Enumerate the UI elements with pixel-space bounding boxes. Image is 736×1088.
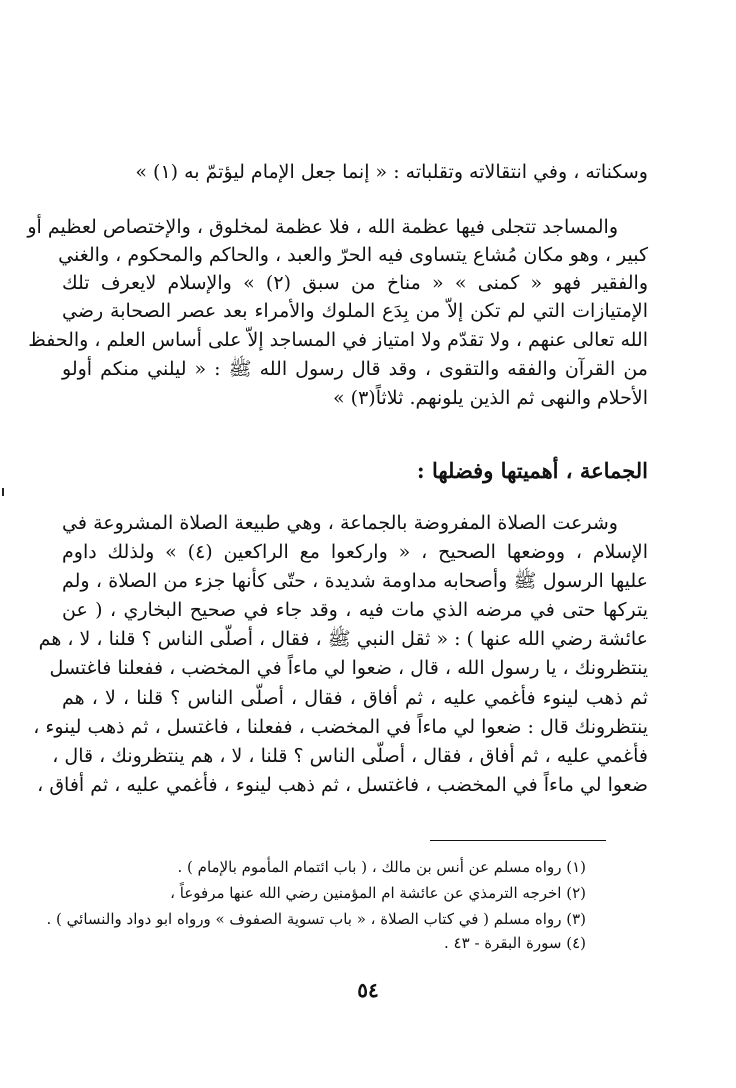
body-line: ينتظرونك قال : ضعوا لي ماءاً في المخضب ، ففعلنا ، فاغتسل ، ثم ذهب لينوء ، — [33, 716, 648, 738]
body-line: والفقير فهو « كمنى » « مناخ من سبق (٢) » والإسلام لايعرف تلك — [62, 272, 648, 294]
footnote: (١) رواه مسلم عن أنس بن مالك ، ( باب ائتمام المأموم بالإمام ) . — [177, 858, 586, 876]
body-line: ضعوا لي ماءاً في المخضب ، فاغتسل ، ثم ذهب لينوء ، فأغمي عليه ، ثم أفاق ، — [37, 774, 648, 796]
scan-mark — [2, 488, 4, 496]
body-line: الأحلام والنهى ثم الذين يلونهم. ثلاثاً(٣) » — [333, 387, 648, 409]
footnote: (٢) اخرجه الترمذي عن عائشة ام المؤمنين رضي الله عنها مرفوعاً ، — [170, 884, 586, 902]
footnote-divider — [430, 840, 606, 841]
body-line: وشرعت الصلاة المفروضة بالجماعة ، وهي طبيعة الصلاة المشروعة في — [62, 512, 618, 534]
body-line: والمساجد تتجلى فيها عظمة الله ، فلا عظمة لمخلوق ، والإختصاص لعظيم أو — [27, 216, 618, 238]
body-line: يتركها حتى في مرضه الذي مات فيه ، وقد جاء في صحيح البخاري ، ( عن — [62, 599, 648, 621]
body-line: وسكناته ، وفي انتقالاته وتقلباته : « إنما جعل الإمام ليؤتمّ به (١) » — [135, 161, 648, 183]
section-heading: الجماعة ، أهميتها وفضلها : — [416, 458, 648, 483]
body-line: من القرآن والفقه والتقوى ، وقد قال رسول الله ﷺ : « ليلني منكم أولو — [62, 358, 648, 380]
body-line: الإمتيازات التي لم تكن إلاّ من بِدَع الملوك والأمراء بعد عصر الصحابة رضي — [62, 300, 648, 322]
body-line: الله تعالى عنهم ، ولا تقدّم ولا امتياز في المساجد إلاّ على أساس العلم ، والحفظ — [28, 329, 648, 351]
footnote: (٣) رواه مسلم ( في كتاب الصلاة ، « باب تسوية الصفوف » ورواه ابو دواد والنسائي ) . — [46, 910, 586, 928]
footnote: (٤) سورة البقرة - ٤٣ . — [444, 934, 586, 952]
body-line: فأغمي عليه ، ثم أفاق ، فقال ، أصلّى الناس ؟ قلنا ، لا ، هم ينتظرونك ، قال ، — [52, 745, 648, 767]
body-line: عائشة رضي الله عنها ) : « ثقل النبي ﷺ ، فقال ، أصلّى الناس ؟ قلنا ، لا ، هم — [38, 628, 648, 650]
body-line: كبير ، وهو مكان مُشاع يتساوى فيه الحرّ والعبد ، والحاكم والمحكوم ، والغني — [58, 244, 648, 266]
body-line: الإسلام ، ووضعها الصحيح ، « واركعوا مع الراكعين (٤) » ولذلك داوم — [62, 541, 648, 563]
body-line: ثم ذهب لينوء فأغمي عليه ، ثم أفاق ، فقال ، أصلّى الناس ؟ قلنا ، لا ، هم — [62, 687, 648, 709]
body-line: ينتظرونك ، يا رسول الله ، قال ، ضعوا لي ماءاً في المخضب ، ففعلنا فاغتسل — [49, 657, 648, 679]
body-line: عليها الرسول ﷺ وأصحابه مداومة شديدة ، حتّى كأنها جزء من الصلاة ، ولم — [62, 570, 648, 592]
page-number: ٥٤ — [357, 978, 379, 1002]
